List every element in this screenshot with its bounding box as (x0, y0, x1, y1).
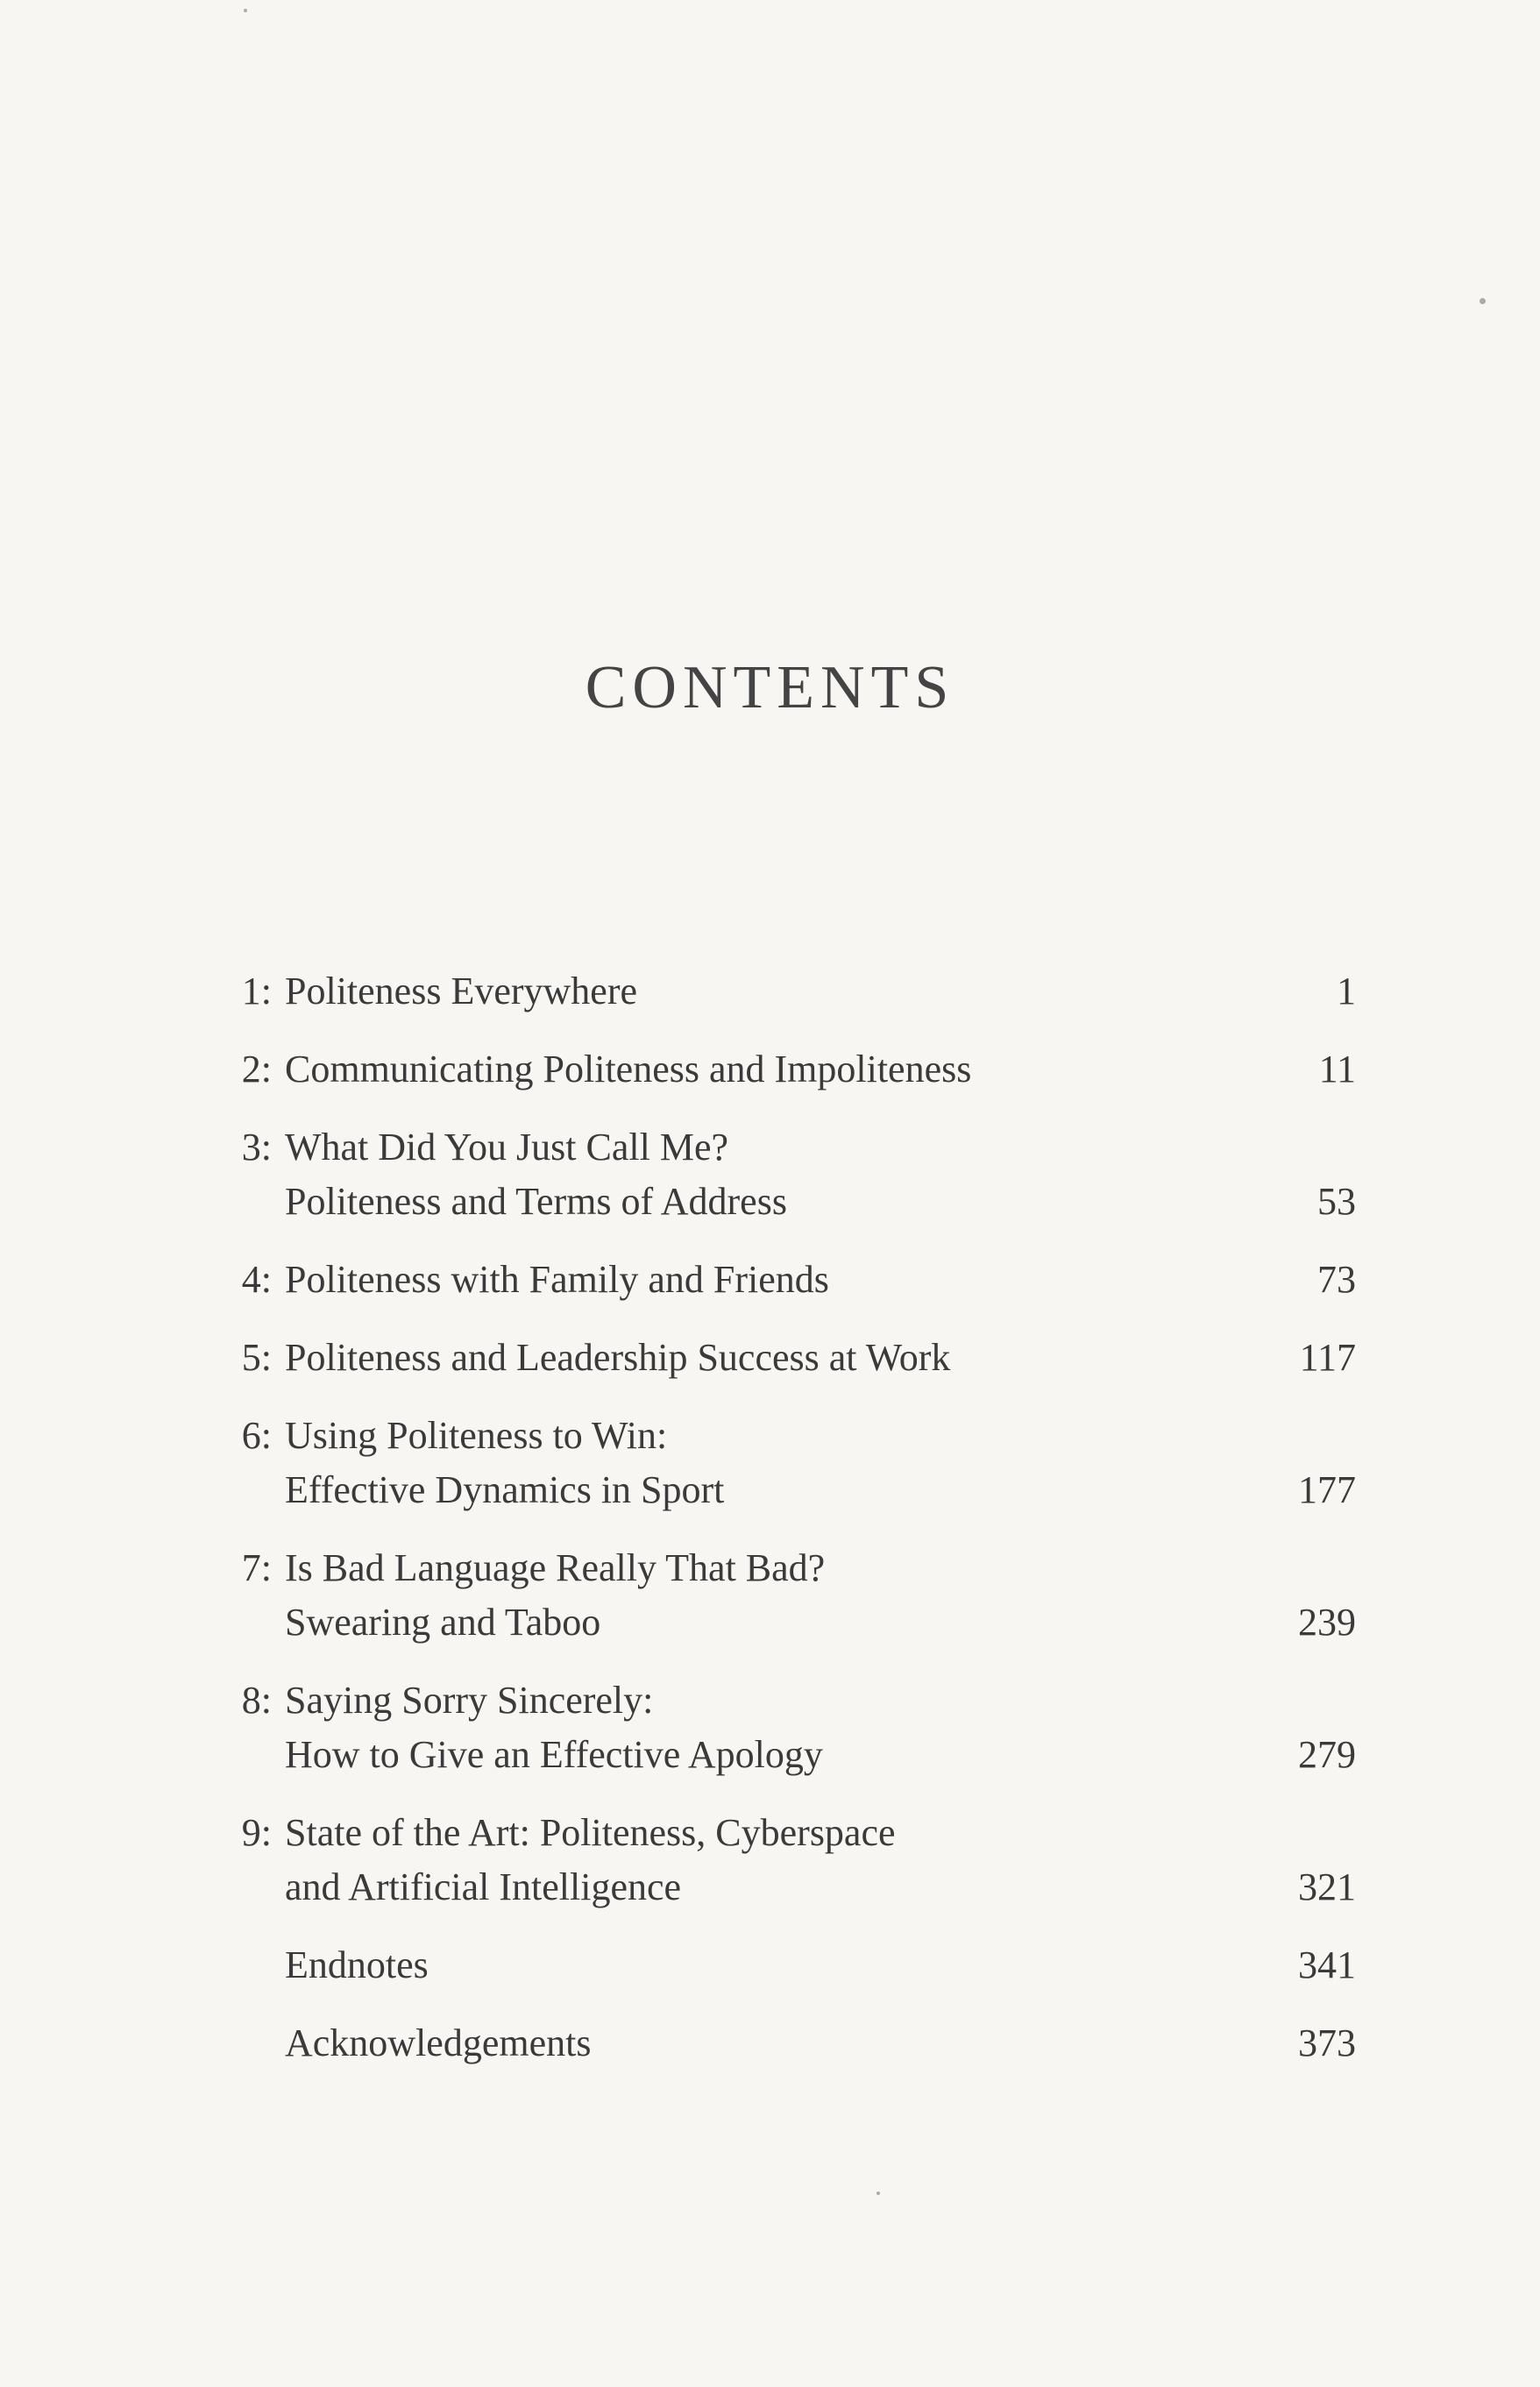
chapter-title-line: Endnotes (285, 1943, 429, 1986)
chapter-title-line: Saying Sorry Sincerely: (285, 1679, 654, 1722)
chapter-title (285, 1806, 1249, 1915)
page-number: 11 (1318, 1048, 1356, 1090)
chapter-title-line: Using Politeness to Win: (285, 1414, 668, 1457)
toc-entry (0, 1673, 1540, 1782)
page-number: 177 (1298, 1468, 1356, 1511)
chapter-title (285, 964, 1249, 1019)
page-title: CONTENTS (585, 654, 955, 721)
page-number: 373 (1298, 2021, 1356, 2064)
toc-entry (0, 1120, 1540, 1229)
chapter-subtitle-line: Swearing and Taboo (285, 1601, 601, 1644)
chapter-title-line: Is Bad Language Really That Bad? (285, 1546, 826, 1589)
paper-speck (1480, 298, 1486, 304)
page-number: 73 (1317, 1258, 1356, 1301)
toc-entry (0, 1409, 1540, 1517)
chapter-number: 3: (241, 1126, 272, 1169)
table-of-contents (0, 964, 1540, 2094)
chapter-title (285, 1541, 1249, 1650)
page-number: 117 (1299, 1336, 1356, 1379)
chapter-title (285, 1042, 1249, 1097)
chapter-title (285, 1331, 1249, 1385)
page-number: 53 (1317, 1180, 1356, 1223)
toc-entry (0, 1541, 1540, 1650)
chapter-subtitle-line: How to Give an Effective Apology (285, 1733, 823, 1776)
chapter-subtitle-line: Politeness and Terms of Address (285, 1180, 787, 1223)
page-number: 341 (1298, 1943, 1356, 1986)
chapter-number: 7: (241, 1546, 272, 1589)
chapter-title-line: What Did You Just Call Me? (285, 1126, 728, 1169)
chapter-title-line: Politeness Everywhere (285, 970, 637, 1012)
toc-entry (0, 2016, 1540, 2071)
page-number: 239 (1298, 1601, 1356, 1644)
chapter-title (285, 1253, 1249, 1307)
chapter-number: 5: (241, 1336, 272, 1379)
chapter-title (285, 2016, 1249, 2071)
chapter-title (285, 1673, 1249, 1782)
chapter-subtitle-line: Effective Dynamics in Sport (285, 1468, 725, 1511)
paper-speck (876, 2192, 880, 2195)
chapter-title-line: Communicating Politeness and Impoliteness (285, 1048, 972, 1090)
chapter-subtitle-line: and Artificial Intelligence (285, 1865, 682, 1908)
chapter-title-line: Politeness and Leadership Success at Work (285, 1336, 951, 1379)
chapter-number: 9: (241, 1811, 272, 1854)
chapter-title (285, 1120, 1249, 1229)
toc-entry (0, 1331, 1540, 1385)
chapter-title (285, 1938, 1249, 1993)
toc-entry (0, 964, 1540, 1019)
chapter-number: 1: (241, 970, 272, 1012)
chapter-title-line: State of the Art: Politeness, Cyberspace (285, 1811, 896, 1854)
toc-entry (0, 1938, 1540, 1993)
page-number: 279 (1298, 1733, 1356, 1776)
toc-entry (0, 1253, 1540, 1307)
chapter-number: 4: (241, 1258, 272, 1301)
page-number: 1 (1337, 970, 1356, 1012)
page-number: 321 (1298, 1865, 1356, 1908)
chapter-title-line: Politeness with Family and Friends (285, 1258, 829, 1301)
chapter-number: 8: (241, 1679, 272, 1722)
chapter-title (285, 1409, 1249, 1517)
chapter-title-line: Acknowledgements (285, 2021, 592, 2064)
paper-speck (244, 9, 247, 12)
chapter-number: 6: (241, 1414, 272, 1457)
toc-entry (0, 1806, 1540, 1915)
chapter-number: 2: (241, 1048, 272, 1090)
toc-entry (0, 1042, 1540, 1097)
